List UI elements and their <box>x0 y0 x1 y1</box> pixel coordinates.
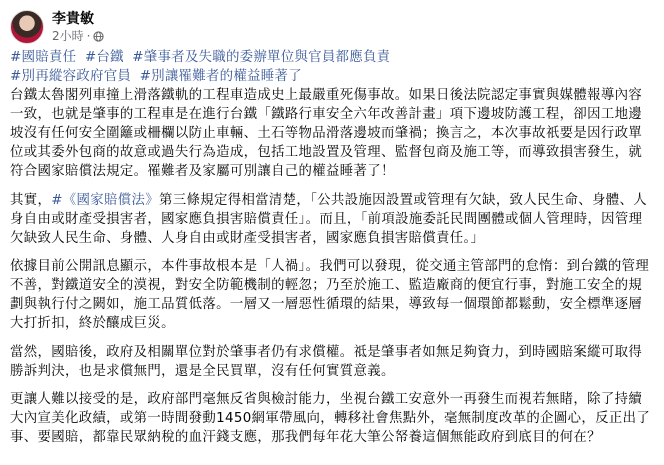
hashtag-link[interactable]: #台鐵 <box>84 49 124 65</box>
avatar[interactable] <box>10 10 44 44</box>
post-meta <box>52 12 104 42</box>
hashtag-link[interactable]: #國賠責任 <box>10 49 77 65</box>
hashtag-link[interactable]: #肇事者及失職的委辦單位與官員都應負責 <box>132 49 391 65</box>
post-body <box>10 86 654 447</box>
post-timestamp[interactable]: 2小時 <box>52 29 84 43</box>
post-header <box>10 8 654 46</box>
meta-separator: · <box>86 29 91 43</box>
hashtag-link[interactable]: #別再縱容政府官員 <box>10 68 132 84</box>
hashtags <box>10 48 654 86</box>
paragraph: 當然，國賠後，政府及相關單位對於肇事者仍有求償權。祗是肇事者如無足夠資力，到時國賠案縱可取得勝訴判決，也是求償無門，還是全民買單，沒有任何實質意義。 <box>10 344 643 379</box>
paragraph-text: 其實， <box>10 192 52 208</box>
hashtag-link[interactable]: #別讓罹難者的權益睡著了 <box>139 68 302 84</box>
post-subline <box>52 30 104 42</box>
paragraph <box>10 191 654 248</box>
paragraph-text: 第三條規定得相當清楚，「公共設施因設置或管理有欠缺，致人民生命、身體、人身自由或財產受損害者，國家應負損害賠償責任」。而且，「前項設施委託民間團體或個人管理時，因管理欠缺致人民生命、身體、人身自由或財產受損害者，國家應負損害賠償責任。」 <box>10 192 647 246</box>
author-name[interactable]: 李貴敏 <box>52 11 94 27</box>
globe-icon[interactable] <box>93 31 104 42</box>
paragraph: 依據目前公開訊息顯示，本件事故根本是「人禍」。我們可以發現，從交通主管部門的怠惰：到台鐵的管理不善，對鐵道安全的漠視，對安全防範機制的輕忽；乃至於施工、監造廠商的便宜行事，對施工安全的規劃與執行付之闕如，施工品質低落。一層又一層惡性循環的結果，導致每一個環節都鬆動，安全標準逐層大打折扣，終於釀成巨災。 <box>10 259 650 331</box>
paragraph: 更讓人難以接受的是，政府部門毫無反省與檢討能力，坐視台鐵工安意外一再發生而視若無睹，除了持續大內宣美化政績，或第一時間發動1450網軍帶風向，轉移社會焦點外，毫無制度改革的企圖心，反正出了事、要國賠，都靠民眾納稅的血汗錢支應，那我們每年花大筆公帑養這個無能政府到底目的何在？ <box>10 392 651 445</box>
hashtag-link[interactable]: #《國家賠償法》 <box>51 192 159 208</box>
paragraph: 台鐵太魯閣列車撞上滑落鐵軌的工程車造成史上最嚴重死傷事故。如果日後法院認定事實與媒體報導內容一致，也就是肇事的工程車是在進行台鐵「鐵路行車安全六年改善計畫」項下邊坡防護工程，卻因工地邊坡沒有任何安全圍籬或柵欄以防止車輛、土石等物品滑落邊坡而肇禍；換言之，本次事故祇要是因行政單位或其委外包商的故意或過失行為造成，包括工地設置及管理、監督包商及施工等，而導致損害發生，就符合國家賠償法規定。罹難者及家屬可別讓自己的權益睡著了！ <box>10 88 643 179</box>
